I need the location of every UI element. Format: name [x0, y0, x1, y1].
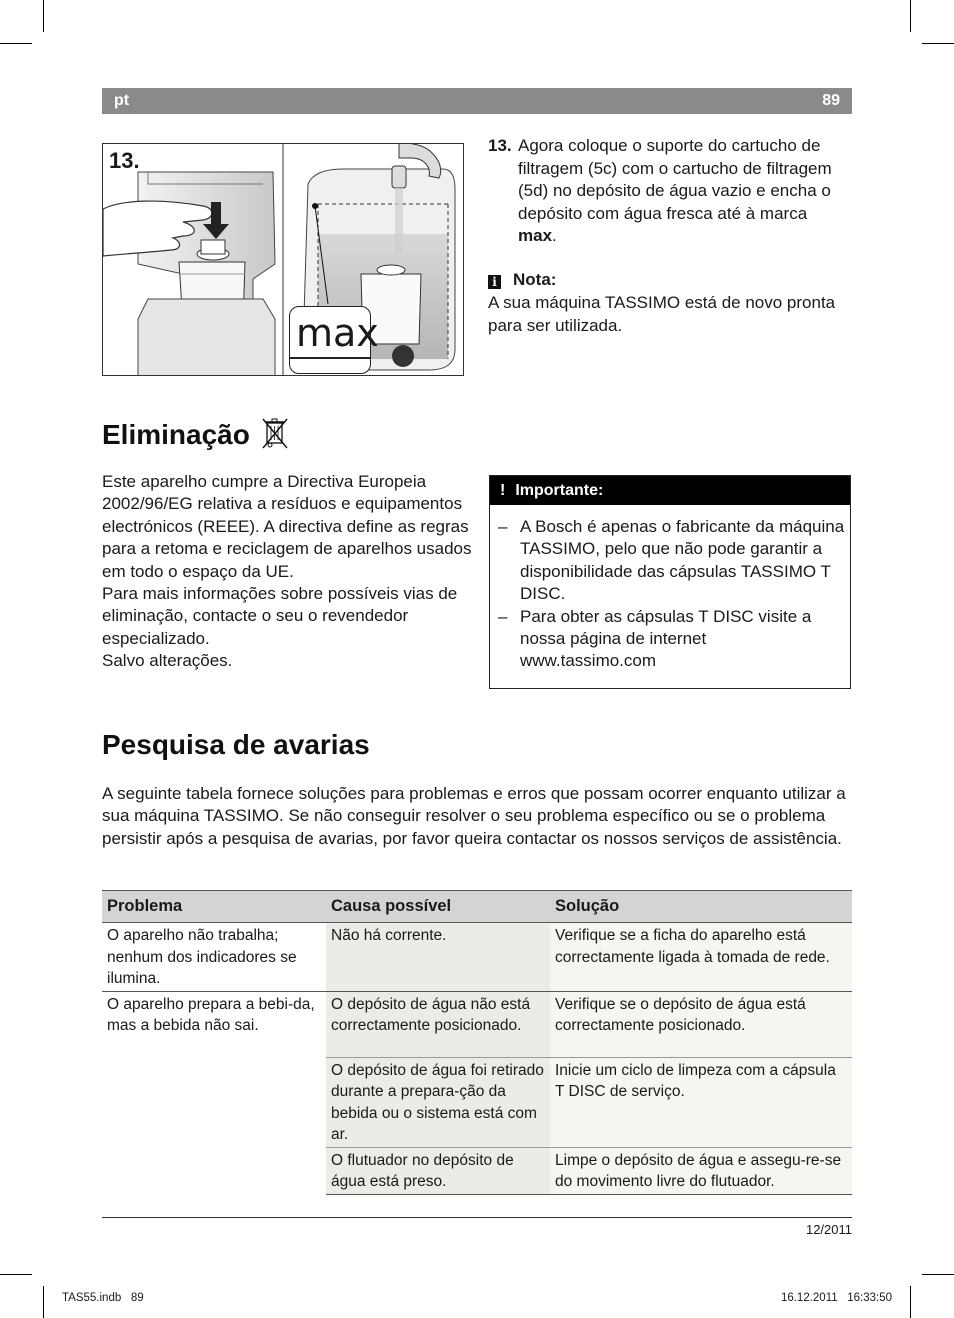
table-row — [102, 991, 852, 1057]
figure-label: 13. — [109, 148, 140, 173]
note-body: A sua máquina TASSIMO está de novo pronta para ser utilizada. — [488, 293, 836, 335]
cause-cell: Não há corrente. — [326, 923, 550, 992]
step-13-body — [518, 135, 848, 248]
crop-mark — [43, 0, 44, 32]
table-row — [102, 923, 852, 992]
solution-cell: Limpe o depósito de água e assegu-re-se do movimento livre do flutuador. — [550, 1147, 852, 1194]
max-marker-callout — [289, 306, 379, 374]
important-header — [490, 476, 850, 505]
column-header-problem: Problema — [102, 891, 326, 923]
list-item — [498, 606, 846, 673]
cause-cell: O flutuador no depósito de água está preso. — [326, 1147, 550, 1194]
problem-cell: O aparelho prepara a bebi-da, mas a bebida não sai. — [102, 991, 326, 1194]
disposal-text — [102, 471, 472, 673]
crop-mark — [910, 1286, 911, 1318]
page-number: 89 — [822, 92, 840, 109]
troubleshooting-table — [102, 890, 852, 1195]
note-heading — [488, 270, 556, 290]
step-13-illustration — [102, 143, 464, 376]
dash: – — [498, 517, 508, 536]
table-header-row — [102, 891, 852, 923]
cause-cell: O depósito de água foi retirado durante a prepara-ção da bebida ou o sistema está com ar. — [326, 1057, 550, 1147]
filter-cartridge-illustration — [103, 144, 464, 376]
info-icon: i — [488, 275, 501, 289]
max-label: max — [296, 311, 379, 355]
important-list — [498, 516, 846, 673]
cause-cell: O depósito de água não está correctamente posicionado. — [326, 991, 550, 1057]
disposal-heading-text: Eliminação — [102, 419, 250, 450]
crop-mark — [0, 43, 32, 44]
solution-cell: Verifique se a ficha do aparelho está correctamente ligada à tomada de rede. — [550, 923, 852, 992]
step-number: 13. — [488, 136, 512, 155]
exclamation-icon: ! — [500, 482, 506, 499]
step-text-bold: max — [518, 226, 553, 245]
column-header-solution: Solução — [550, 891, 852, 923]
important-title: Importante: — [515, 482, 604, 499]
disposal-paragraph: Para mais informações sobre possíveis vias de eliminação, contacte o seu o revendedor especializado. — [102, 584, 458, 648]
crop-mark — [922, 43, 954, 44]
step-13-instruction — [488, 135, 848, 248]
solution-cell: Inicie um ciclo de limpeza com a cápsula T DISC de serviço. — [550, 1057, 852, 1147]
crossed-out-wheelie-bin-icon — [262, 416, 288, 450]
important-box — [489, 475, 851, 689]
print-slug-file: TAS55.indb 89 — [62, 1292, 144, 1304]
disposal-paragraph: Salvo alterações. — [102, 651, 233, 671]
footer-date: 12/2011 — [805, 1222, 852, 1237]
crop-mark — [0, 1274, 32, 1275]
list-item-text: Para obter as cápsulas T DISC visite a nossa página de internet www.tassimo.com — [520, 606, 812, 671]
crop-mark — [922, 1274, 954, 1275]
dash: – — [498, 606, 508, 626]
crop-mark — [910, 0, 911, 32]
max-line — [290, 357, 370, 359]
disposal-heading — [102, 416, 288, 451]
list-item-text: A Bosch é apenas o fabricante da máquina TASSIMO, pelo que não pode garantir a disponibilidade das cápsulas TASSIMO T DISC. — [520, 517, 845, 604]
step-text: Agora coloque o suporte do cartucho de filtragem (5c) com o cartucho de filtragem (5d) no depósito de água vazio e encha o depósito com água fresca até à marca — [518, 136, 832, 223]
note-title: Nota: — [513, 270, 557, 289]
step-text-end: . — [552, 226, 557, 245]
troubleshooting-intro: A seguinte tabela fornece soluções para problemas e erros que possam ocorrer enquanto utilizar a sua máquina TASSIMO. Se não conseguir resolver o seu problema específico ou se o problema persistir após a pesquisa de avarias, por favor queira contactar os nossos serviços de assistência. — [102, 784, 846, 848]
page-header — [102, 88, 852, 114]
disposal-paragraph: Este aparelho cumpre a Directiva Europeia 2002/96/EG relativa a resíduos e equipamentos electrónicos (REEE). A directiva define as regras para a retoma e reciclagem de aparelhos usados em todo o espaço da UE. — [102, 472, 472, 581]
language-code: pt — [114, 92, 130, 109]
print-slug-timestamp: 16.12.2011 16:33:50 — [780, 1292, 892, 1304]
list-item — [498, 516, 846, 606]
troubleshooting-heading: Pesquisa de avarias — [102, 729, 370, 760]
crop-mark — [43, 1286, 44, 1318]
column-header-cause: Causa possível — [326, 891, 550, 923]
footer-rule — [102, 1217, 852, 1218]
solution-cell: Verifique se o depósito de água está correctamente posicionado. — [550, 991, 852, 1057]
problem-cell: O aparelho não trabalha; nenhum dos indicadores se ilumina. — [102, 923, 326, 992]
